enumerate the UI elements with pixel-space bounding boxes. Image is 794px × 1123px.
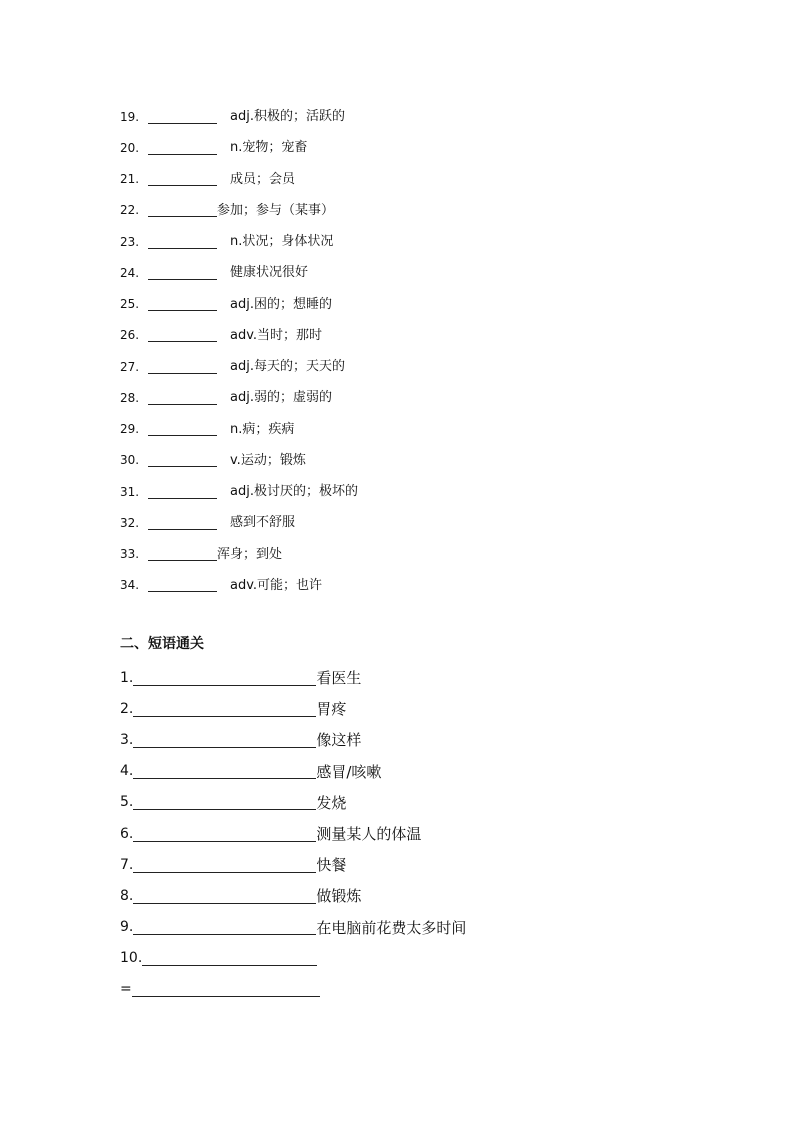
- phrase-item-9: [120, 912, 680, 943]
- item-number: 20.: [120, 140, 140, 155]
- item-definition: 做锻炼: [316, 887, 362, 906]
- answer-blank[interactable]: [148, 328, 217, 342]
- phrase-item-6: [120, 818, 680, 849]
- item-number: 29.: [120, 422, 140, 437]
- answer-blank[interactable]: [148, 422, 217, 436]
- phrase-item-10: [120, 943, 680, 974]
- answer-blank[interactable]: [133, 701, 316, 717]
- item-number: 24.: [120, 265, 140, 280]
- item-number: 9.: [120, 919, 134, 936]
- answer-blank[interactable]: [133, 732, 316, 748]
- vocab-item-30: [120, 445, 680, 476]
- vocab-item-26: [120, 320, 680, 351]
- answer-blank[interactable]: [133, 919, 316, 935]
- item-definition: 在电脑前花费太多时间: [316, 918, 467, 937]
- answer-blank[interactable]: [148, 391, 217, 405]
- item-definition: adj.每天的；天天的: [230, 359, 345, 375]
- item-number: 7.: [120, 856, 134, 873]
- phrase-item-1: [120, 662, 680, 693]
- answer-blank[interactable]: [148, 578, 217, 592]
- item-definition: 参加；参与（某事）: [217, 202, 335, 218]
- item-number: 5.: [120, 794, 134, 811]
- item-definition: 浑身；到处: [217, 546, 283, 562]
- item-definition: adj.积极的；活跃的: [230, 109, 345, 125]
- answer-blank[interactable]: [148, 203, 217, 217]
- vocab-item-32: [120, 507, 680, 538]
- item-number: 4.: [120, 763, 134, 780]
- item-number: 27.: [120, 359, 140, 374]
- answer-blank[interactable]: [148, 547, 217, 561]
- item-number: 34.: [120, 578, 140, 593]
- phrase-item-8: [120, 880, 680, 911]
- item-definition: 快餐: [316, 856, 347, 875]
- answer-blank[interactable]: [148, 360, 217, 374]
- item-number: 22.: [120, 203, 140, 218]
- answer-blank[interactable]: [133, 826, 316, 842]
- item-definition: adj.弱的；虚弱的: [230, 390, 332, 406]
- item-number: 2.: [120, 700, 134, 717]
- vocab-item-25: [120, 289, 680, 320]
- item-definition: v.运动；锻炼: [230, 452, 306, 468]
- answer-blank[interactable]: [132, 981, 320, 997]
- answer-blank[interactable]: [148, 485, 217, 499]
- item-definition: 胃疼: [316, 700, 347, 719]
- answer-blank[interactable]: [148, 516, 217, 530]
- item-number: 6.: [120, 825, 134, 842]
- item-definition: adj.困的；想睡的: [230, 296, 332, 312]
- vocab-item-34: [120, 570, 680, 601]
- vocabulary-list: [120, 101, 680, 601]
- item-definition: 看医生: [316, 669, 362, 688]
- answer-blank[interactable]: [148, 235, 217, 249]
- answer-blank[interactable]: [133, 794, 316, 810]
- vocab-item-23: [120, 226, 680, 257]
- phrase-item-5: [120, 787, 680, 818]
- vocab-item-19: [120, 101, 680, 132]
- item-definition: adj.极讨厌的；极坏的: [230, 484, 358, 500]
- vocab-item-31: [120, 476, 680, 507]
- answer-blank[interactable]: [133, 763, 316, 779]
- vocab-item-27: [120, 351, 680, 382]
- item-number: 32.: [120, 515, 140, 530]
- item-number: 8.: [120, 887, 134, 904]
- phrase-item-4: [120, 756, 680, 787]
- answer-blank[interactable]: [133, 857, 316, 873]
- item-number: 1.: [120, 669, 134, 686]
- answer-blank[interactable]: [133, 670, 316, 686]
- answer-blank[interactable]: [148, 297, 217, 311]
- vocab-item-28: [120, 382, 680, 413]
- answer-blank[interactable]: [148, 172, 217, 186]
- item-definition: 像这样: [316, 731, 362, 750]
- item-definition: n.病；疾病: [230, 421, 295, 437]
- answer-blank[interactable]: [148, 453, 217, 467]
- item-number: 10.: [120, 950, 143, 967]
- item-definition: n.宠物；宠畜: [230, 140, 308, 156]
- item-number: 25.: [120, 297, 140, 312]
- phrase-item-2: [120, 693, 680, 724]
- vocab-item-20: [120, 132, 680, 163]
- item-number: 23.: [120, 234, 140, 249]
- phrase-item-equals: [120, 974, 680, 1005]
- vocab-item-29: [120, 414, 680, 445]
- item-definition: adv.可能；也许: [230, 577, 323, 593]
- item-number: 31.: [120, 484, 140, 499]
- item-number: 33.: [120, 547, 140, 562]
- item-definition: 感到不舒服: [230, 515, 296, 531]
- item-definition: 测量某人的体温: [316, 825, 422, 844]
- answer-blank[interactable]: [142, 950, 317, 966]
- answer-blank[interactable]: [148, 110, 217, 124]
- phrase-list: [120, 662, 680, 1005]
- item-definition: 成员；会员: [230, 171, 296, 187]
- phrase-item-7: [120, 849, 680, 880]
- item-number: 3.: [120, 731, 134, 748]
- vocab-item-33: [120, 539, 680, 570]
- item-number: 28.: [120, 390, 140, 405]
- section-heading: 二、短语通关: [120, 636, 204, 652]
- answer-blank[interactable]: [148, 266, 217, 280]
- answer-blank[interactable]: [148, 141, 217, 155]
- item-number: 21.: [120, 172, 140, 187]
- item-definition: 健康状况很好: [230, 265, 309, 281]
- item-definition: 发烧: [316, 793, 347, 812]
- item-definition: n.状况；身体状况: [230, 234, 334, 250]
- item-number: 19.: [120, 109, 140, 124]
- phrase-item-3: [120, 724, 680, 755]
- answer-blank[interactable]: [133, 888, 316, 904]
- vocab-item-24: [120, 257, 680, 288]
- vocab-item-22: [120, 195, 680, 226]
- item-definition: adv.当时；那时: [230, 327, 323, 343]
- item-definition: 感冒/咳嗽: [316, 762, 382, 781]
- vocab-item-21: [120, 164, 680, 195]
- equals-sign: =: [120, 981, 132, 998]
- item-number: 30.: [120, 453, 140, 468]
- item-number: 26.: [120, 328, 140, 343]
